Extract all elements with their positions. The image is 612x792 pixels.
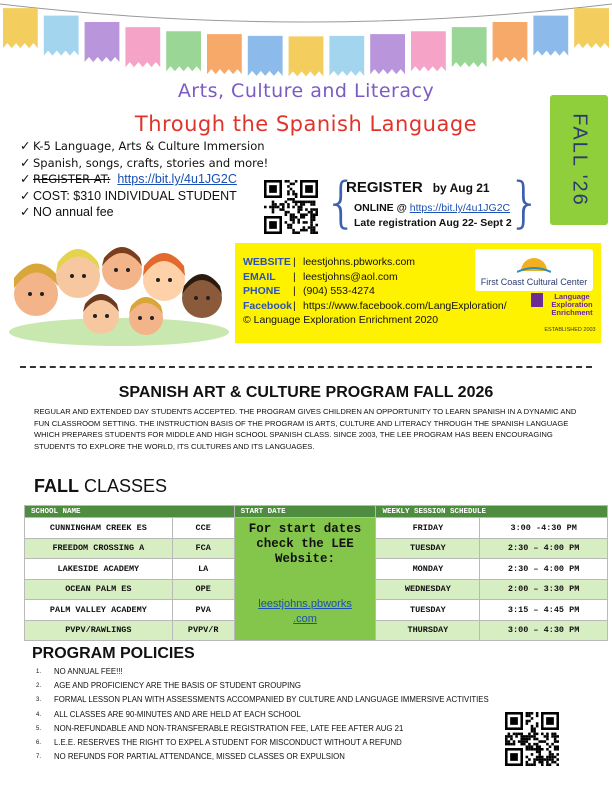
col-start-date: START DATE bbox=[234, 506, 376, 518]
school-name: LAKESIDE ACADEMY bbox=[25, 559, 173, 580]
link-part-a: leestjohns.pbworks bbox=[258, 598, 352, 610]
session-day: TUESDAY bbox=[376, 538, 480, 559]
email-value[interactable]: leestjohns@aol.com bbox=[303, 270, 398, 283]
register-heading bbox=[346, 179, 490, 196]
banner-flag bbox=[44, 16, 79, 56]
school-code: LA bbox=[172, 559, 234, 580]
table-header-row bbox=[25, 506, 608, 518]
lee-established: ESTABLISHED 2003 bbox=[544, 327, 596, 333]
sun-logo-icon bbox=[517, 255, 551, 273]
online-label: ONLINE @ bbox=[354, 202, 407, 214]
bullet-activities bbox=[20, 155, 320, 172]
lee-line-3: Enrichment bbox=[551, 308, 593, 318]
left-brace-icon: { bbox=[324, 171, 359, 234]
policy-item bbox=[36, 708, 506, 722]
phone-label: PHONE bbox=[243, 285, 281, 297]
checkmark-icon: ✓ bbox=[20, 155, 31, 170]
register-at-label: REGISTER AT: bbox=[33, 172, 111, 186]
children-illustration bbox=[6, 236, 232, 346]
contact-email bbox=[243, 270, 507, 285]
session-time: 3:15 – 4:45 PM bbox=[480, 600, 608, 621]
checkmark-icon: ✓ bbox=[20, 139, 31, 153]
register-deadline: by Aug 21 bbox=[432, 181, 490, 195]
policy-text: ALL CLASSES ARE 90-MINUTES AND ARE HELD AT EACH SCHOOL bbox=[54, 709, 301, 719]
link-part-b: .com bbox=[293, 613, 317, 625]
contact-panel bbox=[235, 243, 601, 343]
qr-code-icon[interactable] bbox=[264, 180, 318, 234]
policies-heading: PROGRAM POLICIES bbox=[32, 645, 195, 662]
school-code: CCE bbox=[172, 518, 234, 539]
policy-text: NO ANNUAL FEE!!! bbox=[54, 667, 123, 676]
school-name: FREEDOM CROSSING A bbox=[25, 538, 173, 559]
policy-item bbox=[36, 722, 506, 736]
classes-table bbox=[24, 505, 608, 641]
checkmark-icon: ✓ bbox=[20, 188, 31, 203]
session-time: 3:00 -4:30 PM bbox=[480, 518, 608, 539]
facebook-value[interactable]: https://www.facebook.com/LangExploration/ bbox=[303, 299, 507, 312]
contact-facebook bbox=[243, 299, 507, 314]
session-day: MONDAY bbox=[376, 559, 480, 580]
policy-text: NON-REFUNDABLE AND NON-TRANSFERABLE REGISTRATION FEE, LATE FEE AFTER AUG 21 bbox=[54, 723, 404, 733]
register-link[interactable]: https://bit.ly/4u1JG2C bbox=[117, 172, 237, 186]
banner-flag bbox=[3, 8, 38, 48]
banner-flag bbox=[493, 22, 528, 62]
banner-flag bbox=[85, 22, 120, 62]
policy-number: 6. bbox=[36, 740, 42, 747]
policy-item bbox=[36, 736, 506, 750]
fall-classes-heading bbox=[34, 476, 167, 497]
title-line-1: Arts, Culture and Literacy bbox=[177, 80, 435, 102]
facebook-label: Facebook bbox=[243, 299, 293, 312]
start-date-note bbox=[234, 518, 376, 641]
separator: | bbox=[293, 285, 296, 297]
policy-text: FORMAL LESSON PLAN WITH ASSESSMENTS ACCOMPANIED BY CULTURE AND LANGUAGE IMMERSIVE ACTIVITIES bbox=[54, 695, 489, 705]
bullet-text: COST: $310 INDIVIDUAL STUDENT bbox=[33, 188, 237, 203]
banner-flag bbox=[207, 34, 242, 74]
session-time: 2:30 – 4:00 PM bbox=[480, 559, 608, 580]
email-label: EMAIL bbox=[243, 270, 276, 283]
policy-text: AGE AND PROFICIENCY ARE THE BASIS OF STUDENT GROUPING bbox=[54, 681, 301, 691]
policy-item bbox=[36, 693, 506, 707]
policy-item bbox=[36, 750, 506, 764]
policy-number: 1. bbox=[36, 669, 42, 675]
banner-flag bbox=[411, 31, 446, 71]
papel-picado-banner bbox=[0, 0, 612, 80]
fall-26-tab bbox=[550, 95, 608, 225]
bullet-text: Spanish, songs, crafts, stories and more! bbox=[33, 155, 269, 170]
contact-phone bbox=[243, 284, 507, 299]
session-day: WEDNESDAY bbox=[376, 579, 480, 600]
website-label: WEBSITE bbox=[243, 256, 291, 268]
title-line-2: Through the Spanish Language bbox=[134, 112, 478, 136]
separator: | bbox=[293, 270, 296, 283]
checkmark-icon: ✓ bbox=[20, 205, 31, 219]
fall-word: FALL bbox=[34, 476, 79, 496]
policies-list bbox=[36, 665, 506, 764]
banner-flag bbox=[452, 27, 487, 67]
policy-text: NO REFUNDS FOR PARTIAL ATTENDANCE, MISSED CLASSES OR EXPULSION bbox=[54, 752, 345, 762]
program-title: SPANISH ART & CULTURE PROGRAM FALL 2026 bbox=[118, 384, 494, 401]
qr-code-icon[interactable] bbox=[505, 712, 559, 766]
school-name: PALM VALLEY ACADEMY bbox=[25, 600, 173, 621]
website-value[interactable]: leestjohns.pbworks.com bbox=[303, 256, 416, 268]
classes-word: CLASSES bbox=[79, 476, 168, 496]
policy-number: 5. bbox=[36, 725, 42, 732]
register-title: REGISTER bbox=[346, 179, 423, 196]
lee-logo bbox=[531, 293, 599, 339]
banner-flag bbox=[533, 16, 568, 56]
policy-item bbox=[36, 679, 506, 693]
separator: | bbox=[293, 299, 296, 312]
school-name: CUNNINGHAM CREEK ES bbox=[25, 518, 173, 539]
banner-flag bbox=[574, 8, 609, 48]
banner-flag bbox=[248, 36, 283, 76]
school-name: PVPV/RAWLINGS bbox=[25, 620, 173, 641]
session-day: FRIDAY bbox=[376, 518, 480, 539]
lee-line-1: Language bbox=[554, 292, 590, 301]
late-registration: Late registration Aug 22- Sept 2 bbox=[354, 217, 512, 229]
bullet-immersion bbox=[20, 138, 320, 155]
school-code: OPE bbox=[172, 579, 234, 600]
register-online bbox=[354, 202, 510, 214]
banner-flag bbox=[166, 31, 201, 71]
contact-website bbox=[243, 255, 507, 270]
policy-text: L.E.E. RESERVES THE RIGHT TO EXPEL A STUDENT FOR MISCONDUCT WITHOUT A REFUND bbox=[54, 738, 402, 748]
col-school-name: SCHOOL NAME bbox=[25, 506, 235, 518]
bullet-text: NO annual fee bbox=[33, 205, 114, 219]
policy-number: 4. bbox=[36, 711, 42, 718]
online-register-link[interactable]: https://bit.ly/4u1JG2C bbox=[409, 202, 511, 214]
session-time: 2:30 – 4:00 PM bbox=[480, 538, 608, 559]
register-box bbox=[324, 171, 542, 238]
lee-logo-square-icon bbox=[531, 293, 543, 307]
start-note-text: For start dates check the LEE Website: bbox=[248, 522, 362, 566]
fccc-logo bbox=[475, 249, 593, 291]
bullet-text: K-5 Language, Arts & Culture Immersion bbox=[33, 139, 265, 153]
lee-website-link[interactable] bbox=[235, 597, 376, 627]
checkmark-icon: ✓ bbox=[20, 172, 31, 186]
policy-number: 7. bbox=[36, 754, 42, 761]
lee-line-2: Exploration bbox=[551, 300, 593, 310]
banner-flag bbox=[329, 36, 364, 76]
table-row bbox=[25, 518, 608, 539]
policy-number: 2. bbox=[36, 683, 42, 690]
right-brace-icon: } bbox=[507, 171, 542, 234]
banner-flag bbox=[370, 34, 405, 74]
contact-info bbox=[243, 255, 507, 328]
school-code: FCA bbox=[172, 538, 234, 559]
banner-flag bbox=[125, 27, 160, 67]
separator: | bbox=[293, 256, 296, 268]
school-name: OCEAN PALM ES bbox=[25, 579, 173, 600]
dashed-divider bbox=[20, 366, 592, 368]
school-code: PVPV/R bbox=[172, 620, 234, 641]
copyright: © Language Exploration Enrichment 2020 bbox=[243, 314, 439, 326]
session-day: TUESDAY bbox=[376, 600, 480, 621]
col-weekly-schedule: WEEKLY SESSION SCHEDULE bbox=[376, 506, 608, 518]
policy-item bbox=[36, 665, 506, 679]
phone-value[interactable]: (904) 553-4274 bbox=[303, 285, 375, 297]
session-time: 2:00 – 3:30 PM bbox=[480, 579, 608, 600]
policy-number: 3. bbox=[36, 697, 42, 704]
program-description: REGULAR AND EXTENDED DAY STUDENTS ACCEPTED. THE PROGRAM GIVES CHILDREN AN OPPORTUNITY TO LEARN SPANISH IN A DYNAMIC AND FUN CLASSROOM SETTING. THE INSTRUCTION BASIS OF THE PROGRAM IS ARTS, CULTURE AND LITERACY THROUGH THE SPANISH LANGUAGE WHICH PREPARES STUDENTS FOR MIDDLE AND HIGH SCHOOL SPANISH CLASS. SINCE 2003, THE LEE PROGRAM HAS BEEN ENCOURAGING STUDENTS TO EXPLORE THE WORLD, ITS CULTURES AND ITS LANGUAGES. bbox=[34, 407, 577, 451]
school-code: PVA bbox=[172, 600, 234, 621]
lee-logo-text bbox=[545, 293, 599, 318]
session-time: 3:00 – 4:30 PM bbox=[480, 620, 608, 641]
banner-flag bbox=[289, 36, 324, 76]
fccc-logo-text: First Coast Cultural Center bbox=[480, 277, 588, 287]
fall-tab-label: FALL '26 bbox=[568, 113, 591, 207]
session-day: THURSDAY bbox=[376, 620, 480, 641]
